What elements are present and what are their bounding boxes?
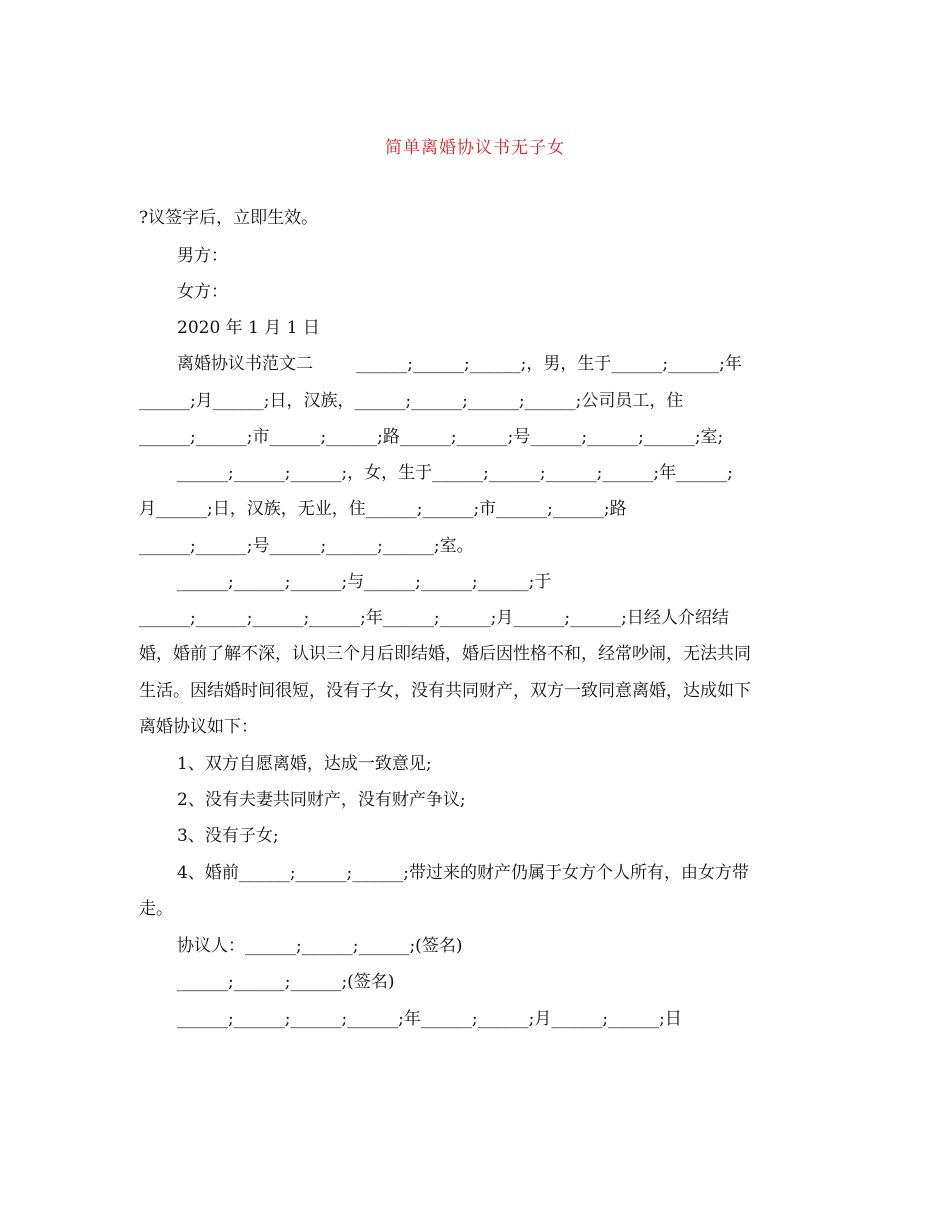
paragraph-line: 月______;日，汉族，无业，住______;______;市______;______;路 <box>139 499 627 519</box>
paragraph-line: ______;______;______;______;年______;______;月______;______;日经人介绍结 <box>139 608 729 628</box>
paragraph-line: 生活。因结婚时间很短，没有子女，没有共同财产，双方一致同意离婚，达成如下 <box>139 681 751 701</box>
list-item: 4、婚前______;______;______;带过来的财产仍属于女方个人所有，由女方带 <box>177 863 749 883</box>
paragraph-line: ?议签字后，立即生效。 <box>139 208 319 228</box>
paragraph-line: 婚，婚前了解不深，认识三个月后即结婚，婚后因性格不和，经常吵闹，无法共同 <box>139 644 751 664</box>
paragraph-line: ______;______;______;，女，生于______;______;______;______;年______; <box>177 463 733 483</box>
paragraph-line: 走。 <box>139 899 173 919</box>
list-item: 1、双方自愿离婚，达成一致意见; <box>177 754 432 774</box>
list-item: 3、没有子女; <box>177 826 279 846</box>
male-party-label: 男方： <box>177 246 228 266</box>
paragraph-line: ______;______;______;与______;______;______;于 <box>177 572 552 592</box>
signature-date-line: ______;______;______;______;年______;______;月______;______;日 <box>177 1009 682 1029</box>
document-title: 简单离婚协议书无子女 <box>385 138 565 158</box>
paragraph-line: ______;______;市______;______;路______;______;号______;______;______;室; <box>139 427 724 447</box>
paragraph-line: 离婚协议如下： <box>139 717 258 737</box>
paragraph-line: ______;月______;日，汉族，______;______;______;______;公司员工，住 <box>139 391 684 411</box>
date-line: 2020 年 1 月 1 日 <box>177 318 320 338</box>
signature-line: 协议人：______;______;______;(签名) <box>177 936 463 956</box>
paragraph-line: ______;______;号______;______;______;室。 <box>139 536 474 556</box>
paragraph-line: 离婚协议书范文二 ______;______;______;，男，生于______;______;年 <box>177 354 742 374</box>
female-party-label: 女方： <box>177 282 228 302</box>
signature-line: ______;______;______;(签名) <box>177 972 395 992</box>
list-item: 2、没有夫妻共同财产，没有财产争议; <box>177 790 466 810</box>
